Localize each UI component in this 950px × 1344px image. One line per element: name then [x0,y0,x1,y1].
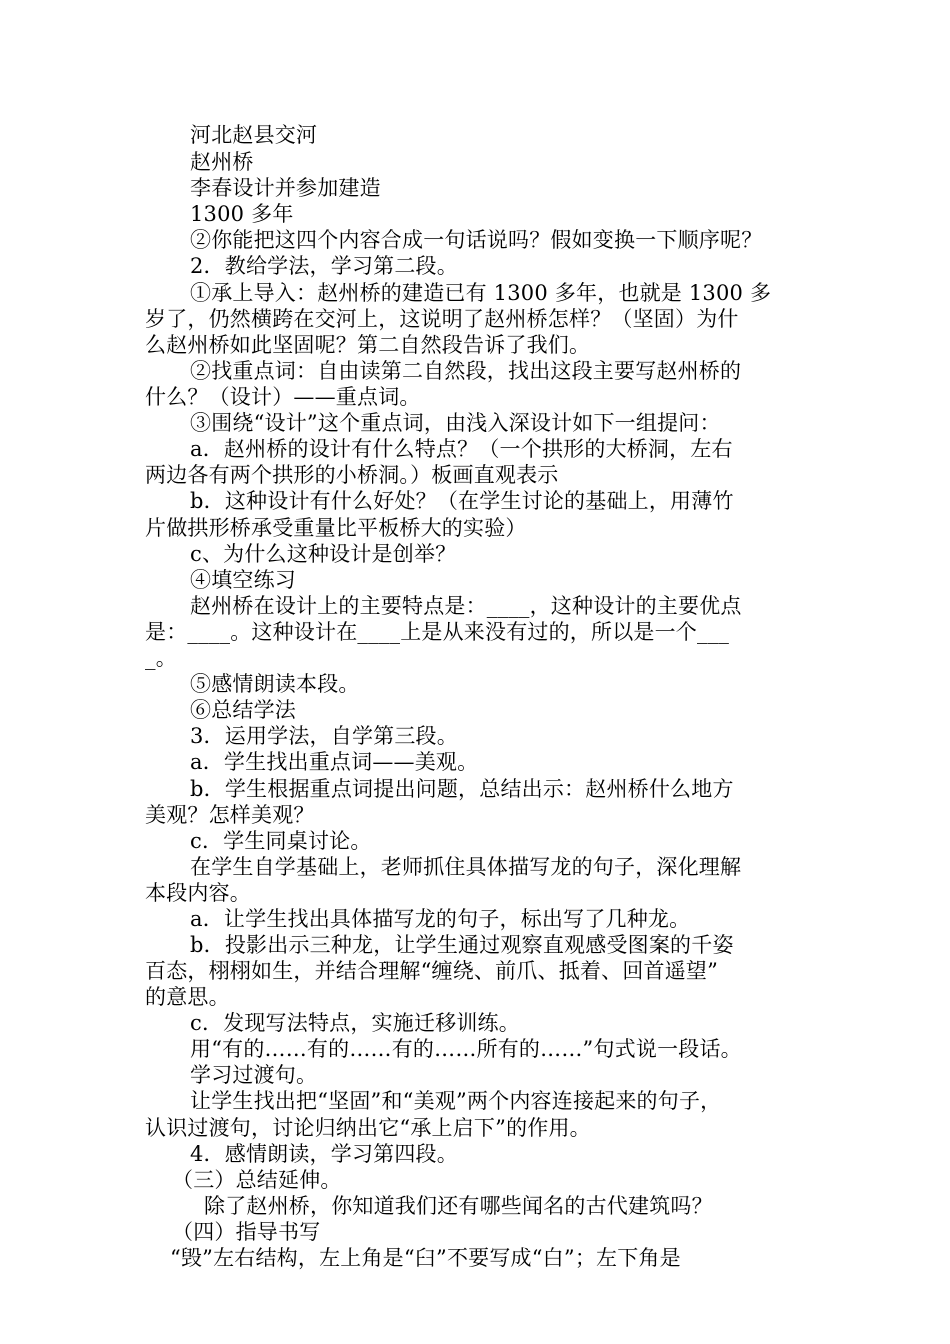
text-line: 3．运用学法，自学第三段。 [190,724,458,748]
text-line: 用“有的……有的……有的……所有的……”句式说一段话。 [190,1037,742,1061]
text-line: 赵州桥 [190,150,254,174]
text-line: a．学生找出重点词——美观。 [190,750,479,774]
text-line: ②找重点词：自由读第二自然段，找出这段主要写赵州桥的 [190,359,742,383]
text-line: b．投影出示三种龙，让学生通过观察直观感受图案的千姿 [190,933,734,957]
text-line: 美观？怎样美观？ [145,803,315,827]
text-line: ①承上导入：赵州桥的建造已有 1300 多年，也就是 1300 多 [190,281,772,305]
text-line: _。 [145,646,177,670]
text-line: ④填空练习 [190,568,296,592]
text-line: 两边各有两个拱形的小桥洞。）板画直观表示 [145,463,559,487]
text-line: c．发现写法特点，实施迁移训练。 [190,1011,520,1035]
text-line: c．学生同桌讨论。 [190,829,372,853]
text-line: 2．教给学法，学习第二段。 [190,254,458,278]
text-line: （四）指导书写 [172,1220,321,1244]
text-line: 让学生找出把“坚固”和“美观”两个内容连接起来的句子， [190,1089,722,1113]
text-line: 4．感情朗读，学习第四段。 [190,1142,458,1166]
text-line: 赵州桥在设计上的主要特点是：____，这种设计的主要优点 [190,594,742,618]
text-line: ⑥总结学法 [190,698,296,722]
text-line: c、为什么这种设计是创举？ [190,542,457,566]
text-line: 李春设计并参加建造 [190,176,381,200]
text-line: 片做拱形桥承受重量比平板桥大的实验） [145,516,527,540]
text-line: 学习过渡句。 [190,1063,318,1087]
text-line: 岁了，仍然横跨在交河上，这说明了赵州桥怎样？（坚固）为什 [145,307,739,331]
text-line: 的意思。 [145,985,230,1009]
text-line: 百态，栩栩如生，并结合理解“缠绕、前爪、抵着、回首遥望” [145,959,719,983]
text-line: b．学生根据重点词提出问题，总结出示：赵州桥什么地方 [190,777,734,801]
text-line: a．让学生找出具体描写龙的句子，标出写了几种龙。 [190,907,691,931]
text-line: “毁”左右结构，左上角是“臼”不要写成“白”；左下角是 [170,1246,681,1270]
text-line: 什么？（设计）——重点词。 [145,385,421,409]
text-line: 在学生自学基础上，老师抓住具体描写龙的句子，深化理解 [190,855,742,879]
text-line: ②你能把这四个内容合成一句话说吗？假如变换一下顺序呢？ [190,228,763,252]
text-line: 本段内容。 [145,881,251,905]
text-line: 河北赵县交河 [190,123,318,147]
text-line: ③围绕“设计”这个重点词，由浅入深设计如下一组提问： [190,411,721,435]
text-line: b．这种设计有什么好处？（在学生讨论的基础上，用薄竹 [190,489,734,513]
text-line: 么赵州桥如此坚固呢？第二自然段告诉了我们。 [145,333,591,357]
text-line: 认识过渡句，讨论归纳出它“承上启下”的作用。 [145,1116,591,1140]
text-line: 1300 多年 [190,202,294,226]
text-line: a．赵州桥的设计有什么特点？（一个拱形的大桥洞，左右 [190,437,733,461]
text-line: 是：____。这种设计在____上是从来没有过的，所以是一个___ [145,620,730,644]
text-line: （三）总结延伸。 [172,1168,342,1192]
text-line: ⑤感情朗读本段。 [190,672,360,696]
text-line: 除了赵州桥，你知道我们还有哪些闻名的古代建筑吗？ [204,1194,713,1218]
